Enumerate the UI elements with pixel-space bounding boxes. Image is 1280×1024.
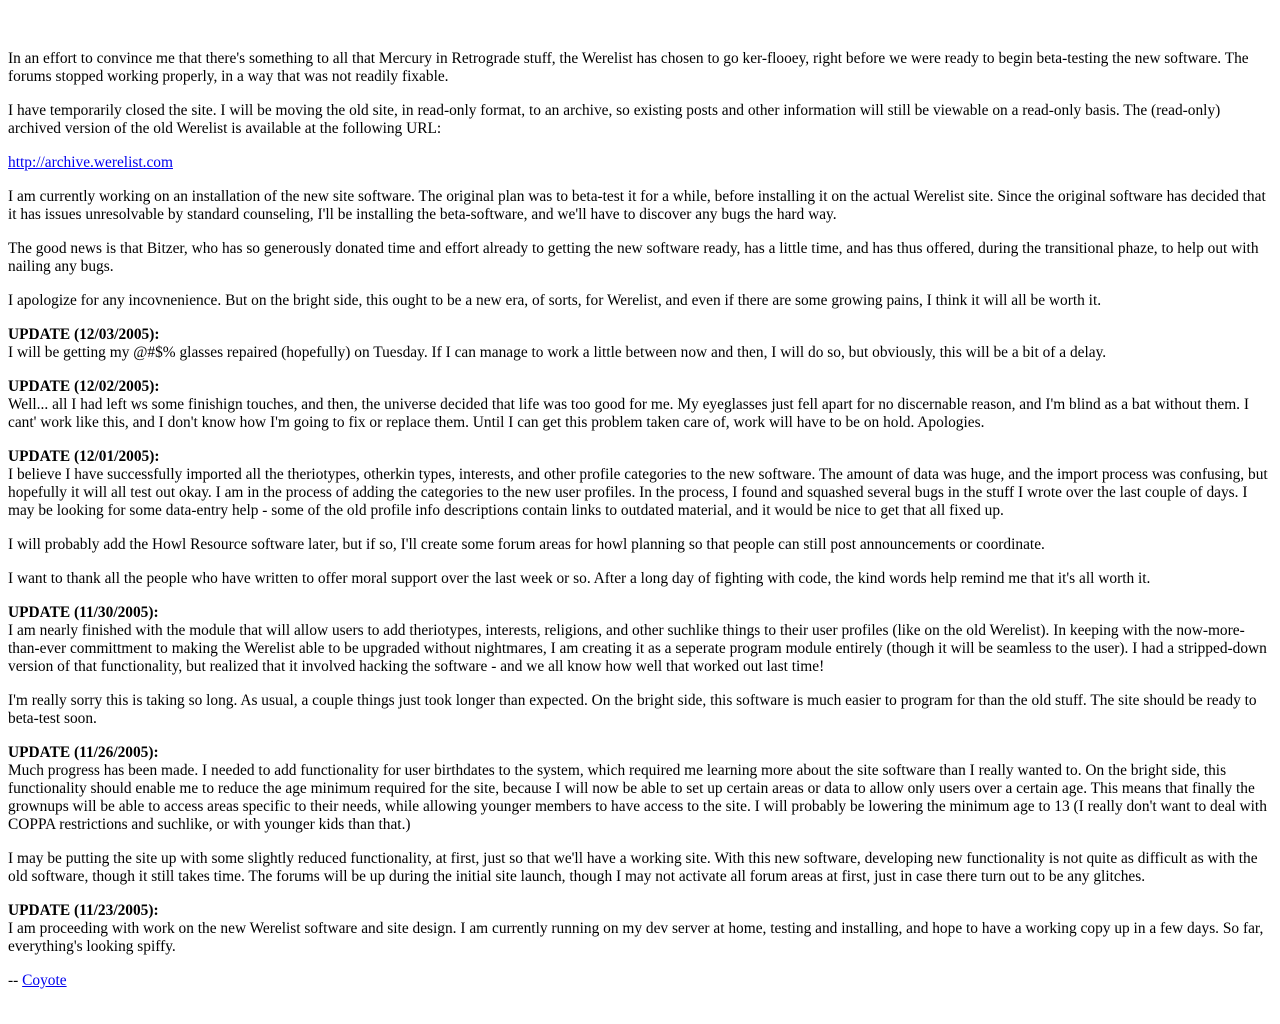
update-text: Well... all I had left ws some finishign touches, and then, the universe decided that life was too good for me. My eyeglasses just fell apart for no discernable reason, and I'm blind as a bat without them. I cant' work like this, and I don't know how I'm going to fix or replace them. Until I can get this problem taken care of, work will have to be on hold. Apologies. bbox=[8, 396, 1250, 431]
update-heading: UPDATE (12/03/2005): bbox=[8, 326, 160, 343]
update-heading: UPDATE (11/26/2005): bbox=[8, 744, 159, 761]
update-paragraph: I want to thank all the people who have written to offer moral support over the last week or so. After a long day of fighting with code, the kind words help remind me that it's all worth it. bbox=[8, 570, 1151, 587]
archive-link[interactable]: http://archive.werelist.com bbox=[8, 154, 173, 171]
update-text: Much progress has been made. I needed to add functionality for user birthdates to the system, which required me learning more about the site software than I really wanted to. On the bright side, this functionality should enable me to reduce the age minimum required for the site, because I will now be able to set up certain areas or data to allow only users over a certain age. This means that finally the grownups will be able to access areas specific to their needs, while allowing younger members to have access to the site. I will probably be lowering the minimum age to 13 (I really don't want to deal with COPPA restrictions and suchlike, or with younger kids than that.) bbox=[8, 762, 1267, 833]
intro-paragraph-3: I am currently working on an installation of the new site software. The original plan was to beta-test it for a while, before installing it on the actual Werelist site. Since the original software has decided that it has issues unresolvable by standard counseling, I'll be installing the beta-software, and we'll have to discover any bugs the hard way. bbox=[8, 188, 1266, 223]
update-text: I am nearly finished with the module that will allow users to add theriotypes, interests, religions, and other suchlike things to their user profiles (like on the old Werelist). In keeping with the now-more-than-ever committment to making the Werelist able to be upgraded without nightmares, I am creating it as a seperate program module entirely (though it will be seamless to the user). I had a stripped-down version of that functionality, but realized that it involved hacking the software - and we all know how well that worked out last time! bbox=[8, 622, 1267, 675]
signature bbox=[8, 972, 1274, 990]
update-12-03 bbox=[8, 326, 1274, 362]
intro-paragraph-1: In an effort to convince me that there's something to all that Mercury in Retrograde stuff, the Werelist has chosen to go ker-flooey, right before we were ready to begin beta-testing the new software. The forums stopped working properly, in a way that was not readily fixable. bbox=[8, 50, 1249, 85]
update-paragraph: I will probably add the Howl Resource software later, but if so, I'll create some forum areas for howl planning so that people can still post announcements or coordinate. bbox=[8, 536, 1045, 553]
update-12-01 bbox=[8, 448, 1274, 520]
update-heading: UPDATE (11/23/2005): bbox=[8, 902, 159, 919]
update-text: I believe I have successfully imported all the theriotypes, otherkin types, interests, and other profile categories to the new software. The amount of data was huge, and the import process was confusing, but hopefully it will all test out okay. I am in the process of adding the categories to the new user profiles. In the process, I found and squashed several bugs in the stuff I wrote over the last couple of days. I may be looking for some data-entry help - some of the old profile info descriptions contain links to outdated material, and it would be nice to get that all fixed up. bbox=[8, 466, 1268, 519]
signature-link[interactable]: Coyote bbox=[22, 972, 67, 989]
update-12-02 bbox=[8, 378, 1274, 432]
intro-paragraph-2: I have temporarily closed the site. I will be moving the old site, in read-only format, to an archive, so existing posts and other information will still be viewable on a read-only basis. The (read-only) archived version of the old Werelist is available at the following URL: bbox=[8, 102, 1221, 137]
update-11-30 bbox=[8, 604, 1274, 676]
update-paragraph: I'm really sorry this is taking so long. As usual, a couple things just took longer than expected. On the bright side, this software is much easier to program for than the old stuff. The site should be ready to beta-test soon. bbox=[8, 692, 1257, 727]
update-paragraph: I may be putting the site up with some slightly reduced functionality, at first, just so that we'll have a working site. With this new software, developing new functionality is not quite as difficult as with the old software, though it still takes time. The forums will be up during the initial site launch, though I may not activate all forum areas at first, just in case there turn out to be any glitches. bbox=[8, 850, 1258, 885]
intro-paragraph-5: I apologize for any incovnenience. But on the bright side, this ought to be a new era, of sorts, for Werelist, and even if there are some growing pains, I think it will all be worth it. bbox=[8, 292, 1102, 309]
update-heading: UPDATE (12/01/2005): bbox=[8, 448, 160, 465]
update-text: I will be getting my @#$% glasses repaired (hopefully) on Tuesday. If I can manage to work a little between now and then, I will do so, but obviously, this will be a bit of a delay. bbox=[8, 344, 1107, 361]
signature-prefix: -- bbox=[8, 972, 19, 989]
update-text: I am proceeding with work on the new Werelist software and site design. I am currently running on my dev server at home, testing and installing, and hope to have a working copy up in a few days. So far, everything's looking spiffy. bbox=[8, 920, 1264, 955]
update-11-26 bbox=[8, 744, 1274, 834]
update-heading: UPDATE (11/30/2005): bbox=[8, 604, 159, 621]
archive-link-paragraph bbox=[8, 154, 1274, 172]
intro-paragraph-4: The good news is that Bitzer, who has so generously donated time and effort already to getting the new software ready, has a little time, and has thus offered, during the transitional phaze, to help out with nailing any bugs. bbox=[8, 240, 1259, 275]
update-heading: UPDATE (12/02/2005): bbox=[8, 378, 160, 395]
update-11-23 bbox=[8, 902, 1274, 956]
